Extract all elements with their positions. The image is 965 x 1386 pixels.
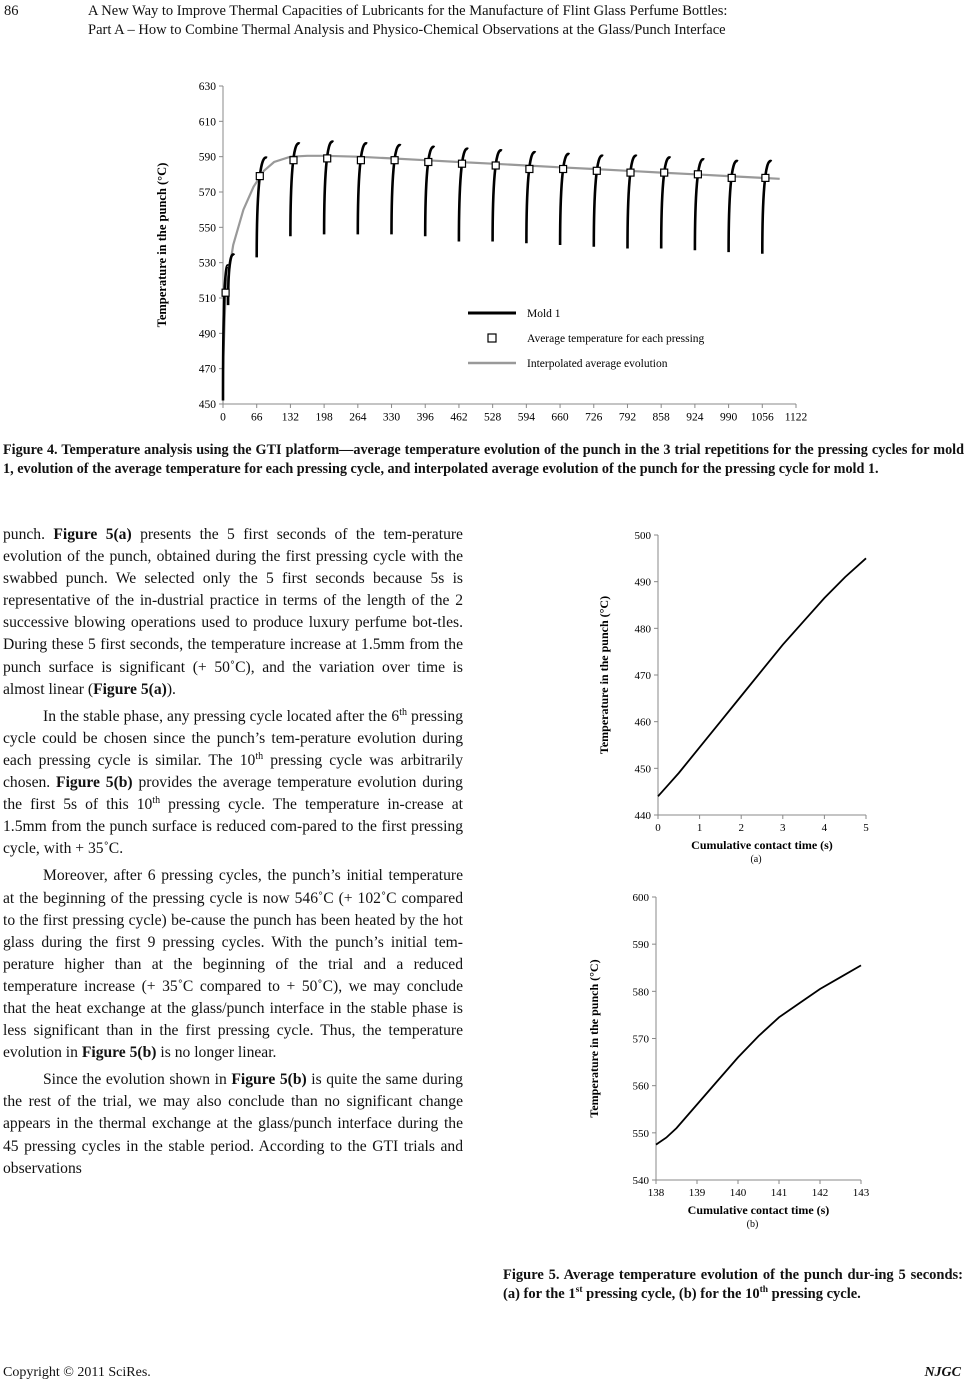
x-tick-label: 198 xyxy=(315,411,333,424)
x-tick-label: 726 xyxy=(585,411,603,424)
y-tick-label: 550 xyxy=(632,1127,649,1140)
y-axis-label: Temperature in the punch (°C) xyxy=(587,959,601,1118)
average-temperature-marker xyxy=(627,169,634,176)
figure-ref[interactable]: Figure 5(b) xyxy=(231,1071,307,1089)
y-tick-label: 470 xyxy=(198,363,216,376)
average-temperature-marker xyxy=(290,157,297,164)
x-tick-label: 396 xyxy=(416,411,434,424)
y-axis-label: Temperature in the punch (°C) xyxy=(597,595,611,755)
y-tick-label: 540 xyxy=(632,1175,649,1187)
x-tick-label: 4 xyxy=(821,822,828,834)
y-tick-label: 450 xyxy=(634,763,651,776)
y-tick-label: 600 xyxy=(632,892,649,904)
body-text xyxy=(3,524,463,1180)
x-tick-label: 0 xyxy=(655,822,661,834)
y-tick-label: 480 xyxy=(634,623,651,636)
y-tick-label: 460 xyxy=(634,716,651,729)
x-tick-label: 5 xyxy=(863,822,869,834)
x-tick-label: 594 xyxy=(517,411,535,424)
paragraph-3: Moreover, after 6 pressing cycles, the punch’s initial temperature at the beginning of the pressing cycle is now 546˚C (+ 102˚C compared to the first pressing cycle) be-cause the punch has been heated by the hot glass during the first 9 pressing cycles. With the punch’s initial tem-perature higher than at the beginning of the trial and a reduced temperature increase (+ 35˚C compared to + 50˚C), we may conclude that the heat exchange at the glass/punch interface in the stable phase is less significant than in the first pressing cycle. Thus, the temperature evolution in Figure 5(b) is no longer linear. xyxy=(3,867,463,1062)
average-temperature-marker xyxy=(492,162,499,169)
x-tick-label: 528 xyxy=(484,411,502,424)
x-tick-label: 132 xyxy=(281,411,300,424)
y-tick-label: 470 xyxy=(634,670,651,682)
paragraph-1: punch. Figure 5(a) presents the 5 first seconds of the tem-perature evolution of the punch, obtained during the first pressing cycle with the swabbed punch. We selected only the 5 first seconds because 5s is representative of the in-dustrial practice in terms of the length of the 2 successive blowing operations used to produce luxury perfume bot-tles. During these 5 first seconds, the temperature increase at 1.5mm from the punch surface is significant (+ 50˚C), and the variation over time is almost linear (Figure 5(a)). xyxy=(3,526,463,698)
figure-5a-chart xyxy=(590,520,880,892)
x-tick-label: 139 xyxy=(688,1187,706,1199)
y-axis-label: Temperature in the punch (°C) xyxy=(155,162,169,328)
x-tick-label: 792 xyxy=(618,411,637,424)
x-tick-label: 1 xyxy=(696,822,703,834)
x-axis-label: Cumulative contact time (s) xyxy=(691,838,833,852)
y-tick-label: 440 xyxy=(634,810,651,822)
x-tick-label: 143 xyxy=(852,1187,870,1199)
x-tick-label: 330 xyxy=(382,411,401,424)
figure-ref[interactable]: Figure 5(b) xyxy=(81,1044,157,1062)
paragraph-4: Since the evolution shown in Figure 5(b) is quite the same during the rest of the trial, we may also conclude than no significant change appears in the thermal exchange at the glass/punch interface during the 45 pressing cycles in the stable period. According to the GTI trials and observations xyxy=(3,1071,463,1177)
panel-label: (b) xyxy=(746,1219,759,1230)
page-number: 86 xyxy=(4,3,19,19)
y-tick-label: 570 xyxy=(632,1033,649,1046)
x-tick-label: 141 xyxy=(770,1187,788,1199)
x-tick-label: 990 xyxy=(719,411,738,424)
y-tick-label: 590 xyxy=(632,939,649,952)
journal-abbrev: NJGC xyxy=(924,1365,961,1380)
average-temperature-marker xyxy=(324,155,331,162)
header-title-line-2: Part A – How to Combine Thermal Analysis and Physico-Chemical Observations at the Glass/Punch Interface xyxy=(88,22,726,38)
average-temperature-marker xyxy=(391,157,398,164)
average-temperature-marker xyxy=(694,171,701,178)
y-tick-label: 570 xyxy=(198,187,216,199)
footer xyxy=(3,1365,961,1381)
legend-label: Interpolated average evolution xyxy=(527,358,668,370)
average-temperature-marker xyxy=(762,174,769,181)
figure-4-caption: Figure 4. Temperature analysis using the GTI platform—average temperature evolution of the punch in the 3 trial repetitions for the pressing cycles for mold 1, evolution of the average temperature for each pressing cycle, and interpolated average evolution of the punch for the pressing cycle for mold 1. xyxy=(3,442,964,477)
legend-swatch-average xyxy=(488,334,496,342)
y-tick-label: 450 xyxy=(198,399,216,411)
copyright: Copyright © 2011 SciRes. xyxy=(3,1365,151,1380)
figure-5-caption: Figure 5. Average temperature evolution of the punch dur-ing 5 seconds: (a) for the 1st pressing cycle, (b) for the 10th pressing cycle. xyxy=(503,1267,963,1302)
figure-4-chart xyxy=(150,72,815,432)
figure-ref[interactable]: Figure 5(b) xyxy=(56,774,133,792)
x-tick-label: 462 xyxy=(450,411,468,424)
average-temperature-marker xyxy=(728,174,735,181)
panel-label: (a) xyxy=(750,854,762,865)
legend-label: Mold 1 xyxy=(527,308,561,320)
average-temperature-marker xyxy=(661,169,668,176)
y-tick-label: 490 xyxy=(634,576,651,589)
y-tick-label: 510 xyxy=(198,293,216,305)
x-tick-label: 2 xyxy=(738,822,744,834)
x-tick-label: 142 xyxy=(811,1187,829,1199)
x-tick-label: 660 xyxy=(551,411,569,424)
average-temperature-marker xyxy=(526,166,533,173)
x-tick-label: 66 xyxy=(250,411,263,424)
y-tick-label: 550 xyxy=(198,222,216,235)
average-temperature-marker xyxy=(425,159,432,166)
y-tick-label: 490 xyxy=(198,328,216,341)
average-temperature-marker xyxy=(256,173,263,180)
x-tick-label: 0 xyxy=(220,411,226,424)
y-tick-label: 630 xyxy=(198,81,216,93)
plot-area xyxy=(656,897,861,1180)
average-temperature-marker xyxy=(222,289,229,296)
figure-ref[interactable]: Figure 5(a) xyxy=(53,526,132,543)
paragraph-2: In the stable phase, any pressing cycle located after the 6th pressing cycle could be chosen since the punch’s tem-perature evolution during each pressing cycle is similar. The 10th pressing cycle was arbitrarily chosen. Figure 5(b) provides the average temperature evolution during the first 5s of this 10th pressing cycle. The temperature in-crease at 1.5mm from the punch surface is reduced com-pared to the first pressing cycle, with + 35˚C. xyxy=(3,706,463,858)
x-tick-label: 1056 xyxy=(750,411,774,424)
header-title-line-1: A New Way to Improve Thermal Capacities of Lubricants for the Manufacture of Flint Glass Perfume Bottles: xyxy=(88,3,728,19)
figure-5b-chart xyxy=(580,880,880,1256)
y-tick-label: 500 xyxy=(634,530,651,542)
x-tick-label: 1122 xyxy=(784,411,808,424)
x-axis-label: Cumulative contact time (s) xyxy=(687,1203,830,1217)
y-tick-label: 610 xyxy=(198,116,216,129)
x-tick-label: 924 xyxy=(686,411,704,424)
y-tick-label: 580 xyxy=(632,986,649,999)
x-tick-label: 3 xyxy=(780,822,786,834)
average-temperature-marker xyxy=(560,166,567,173)
y-tick-label: 530 xyxy=(198,257,216,270)
average-temperature-marker xyxy=(459,160,466,167)
x-tick-label: 264 xyxy=(349,411,367,424)
average-temperature-marker xyxy=(357,157,364,164)
plot-area xyxy=(223,86,796,404)
x-tick-label: 140 xyxy=(729,1187,747,1199)
average-temperature-marker xyxy=(593,167,600,174)
running-header xyxy=(0,2,965,44)
plot-area xyxy=(658,535,866,815)
y-tick-label: 560 xyxy=(632,1080,649,1093)
x-tick-label: 138 xyxy=(647,1187,665,1199)
figure-ref[interactable]: Figure 5(a) xyxy=(93,680,167,698)
x-tick-label: 858 xyxy=(652,411,670,424)
y-tick-label: 590 xyxy=(198,151,216,164)
legend-label: Average temperature for each pressing xyxy=(527,333,705,345)
